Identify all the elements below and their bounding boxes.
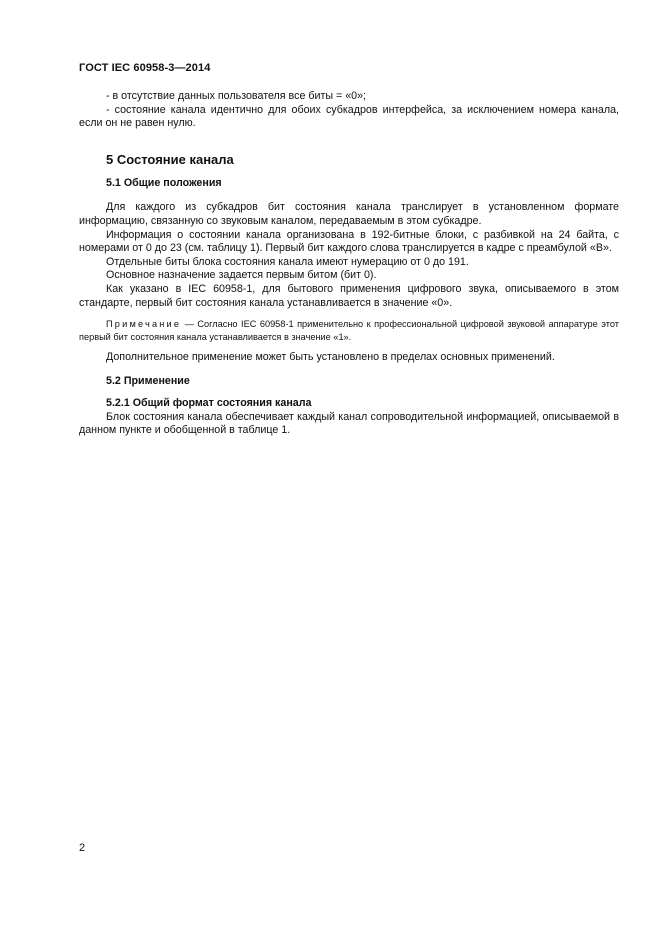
note-text: — Согласно IEC 60958-1 применительно к профессиональной цифровой звуковой аппаратуре этот первый бит состояния канала устанавливается в значение «1». — [79, 319, 619, 342]
note-label: Примечание — [106, 319, 182, 330]
document-body — [79, 90, 619, 438]
paragraph-5-1-6: Дополнительное применение может быть установлено в пределах основных применений. — [106, 350, 555, 363]
paragraph-5-1-3: Отдельные биты блока состояния канала имеют нумерацию от 0 до 191. — [106, 255, 469, 268]
section-5-2-1-heading: 5.2.1 Общий формат состояния канала — [106, 397, 312, 410]
section-5-1-heading: 5.1 Общие положения — [106, 176, 222, 189]
paragraph-5-1-5: Как указано в IEC 60958-1, для бытового применения цифрового звука, описываемого в этом стандарте, первый бит состояния канала устанавливается в значение «0». — [79, 282, 619, 309]
paragraph-5-1-2: Информация о состоянии канала организована в 192-битные блоки, с разбивкой на 24 байта, с номерами от 0 до 23 (см. таблицу 1). Первый бит каждого слова транслируется в кадре с преамбулой «В». — [79, 228, 619, 255]
paragraph-5-1-4: Основное назначение задается первым битом (бит 0). — [106, 269, 377, 282]
section-5-2-heading: 5.2 Применение — [106, 374, 190, 387]
note-paragraph — [79, 318, 619, 343]
page-number: 2 — [79, 842, 86, 854]
list-item-user-data: - в отсутствие данных пользователя все биты = «0»; — [106, 90, 367, 102]
paragraph-5-1-1: Для каждого из субкадров бит состояния канала транслирует в установленном формате информацию, связанную со звуковым каналом, передаваемым в этом субкадре. — [79, 201, 619, 227]
paragraph-5-2-1: Блок состояния канала обеспечивает каждый канал сопроводительной информацией, описываемой в данном пункте и обобщенной в таблице 1. — [79, 410, 619, 437]
list-item-channel-status-identical: - состояние канала идентично для обоих субкадров интерфейса, за исключением номера канала, если он не равен нулю. — [79, 103, 619, 130]
document-header: ГОСТ IEC 60958-3—2014 — [79, 62, 211, 74]
section-5-heading: 5 Состояние канала — [106, 151, 234, 167]
